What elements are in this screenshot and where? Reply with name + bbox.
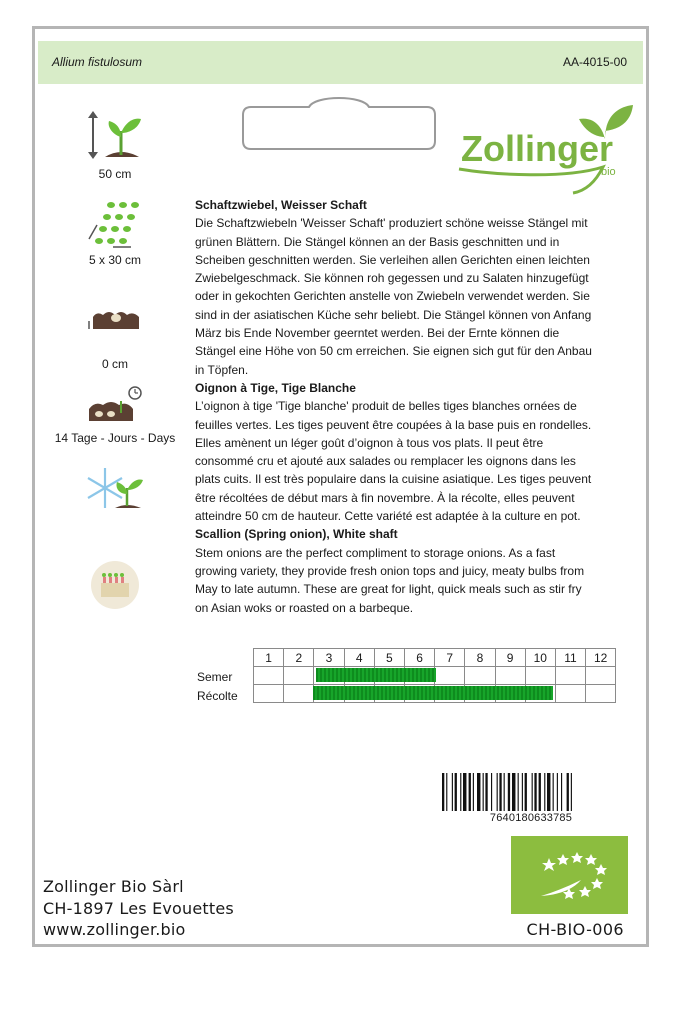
month-5: 5 (374, 649, 404, 667)
sowing-depth-label: 0 cm (101, 357, 128, 371)
height-info (35, 109, 195, 181)
calendar-cell (435, 667, 465, 685)
barcode-number: 7640180633785 (489, 812, 573, 824)
calendar-cell (284, 667, 314, 685)
month-header-row (254, 649, 616, 667)
french-title: Oignon à Tige, Tige Blanche (195, 380, 356, 395)
bio-certification-code: CH-BIO-006 (526, 920, 624, 939)
calendar-cell (254, 667, 284, 685)
company-name: Zollinger Bio Sàrl (43, 877, 184, 896)
eu-leaf-stars-icon (511, 836, 628, 914)
zollinger-bio-logo (455, 99, 635, 199)
month-1: 1 (254, 649, 284, 667)
month-10: 10 (525, 649, 555, 667)
frost-hardy-icon (85, 464, 145, 516)
row-label-harvest: Récolte (197, 689, 238, 703)
calendar-cell (495, 667, 525, 685)
barcode (440, 773, 622, 811)
month-7: 7 (435, 649, 465, 667)
german-text: Die Schaftzwiebeln 'Weisser Schaft' produziert schöne weisse Stängel mit grünen Blättern. Die Stängel können an der Basis geschnitten und in Scheiben geschnitten werden. Sie verleihen allen Gerichten einen leichten Zwiebelgeschmack. Sie können roh gegessen und zu Salaten hinzugefügt oder in gekochten Gerichten anstelle von Zwiebeln verwendet werden. Sie sind in der asiatischen Küche sehr beliebt. Die Stängel können von Anfang März bis Ende November geerntet werden. Bei der Ernte können die Stängel eine Höhe von 50 cm erreichen. Sie eignen sich gut für den Anbau in Töpfen. (195, 216, 592, 377)
french-text: L’oignon à tige 'Tige blanche' produit de belles tiges blanches ornées de feuilles vertes. Les tiges peuvent être coupées à la base puis en rondelles. Elles amènent un léger goût d’oignon à tous vos plats. Il peut être consommé cru et ajouté aux salades ou remplacer les oignons dans les plats cuits. Il est très populaire dans la cuisine asiatique. Les tiges peuvent être récoltées de début mars à fin novembre. À la récolte, elles peuvent atteindre 50 cm de hauteur. Cette variété est adaptée à la culture en pot. (195, 399, 592, 524)
germination-label: 14 Tage - Jours - Days (54, 431, 176, 445)
variety-description (195, 196, 595, 617)
month-4: 4 (344, 649, 374, 667)
month-6: 6 (404, 649, 434, 667)
calendar-cell (525, 667, 555, 685)
header-bar (38, 41, 643, 84)
month-12: 12 (586, 649, 616, 667)
height-label: 50 cm (98, 167, 132, 181)
spacing-icon (85, 199, 145, 249)
english-title: Scallion (Spring onion), White shaft (195, 527, 398, 542)
calendar-row-labels (197, 668, 238, 706)
svg-text:Zollinger: Zollinger (461, 128, 613, 169)
calendar-cell (586, 685, 616, 703)
pot-suitable-icon (85, 559, 145, 611)
svg-text:bio: bio (601, 166, 616, 178)
company-website[interactable]: www.zollinger.bio (43, 920, 186, 939)
calendar-cell (284, 685, 314, 703)
month-3: 3 (314, 649, 344, 667)
calendar-cell (465, 667, 495, 685)
company-address (43, 876, 234, 941)
calendar-cell (254, 685, 284, 703)
frost-hardy-info (35, 464, 195, 516)
calendar-cell (555, 667, 585, 685)
spacing-label: 5 x 30 cm (88, 253, 142, 267)
height-icon (85, 109, 145, 163)
harvest-period-bar (313, 686, 553, 700)
german-title: Schaftzwiebel, Weisser Schaft (195, 198, 367, 212)
calendar-cell (555, 685, 585, 703)
germination-time-icon (85, 381, 145, 425)
month-8: 8 (465, 649, 495, 667)
germination-info (35, 381, 195, 445)
spacing-info (35, 199, 195, 267)
article-code: AA-4015-00 (562, 55, 627, 69)
month-2: 2 (284, 649, 314, 667)
month-9: 9 (495, 649, 525, 667)
hanger-hole-outline (241, 97, 437, 151)
pot-suitable-info (35, 559, 195, 611)
latin-name: Allium fistulosum (52, 55, 143, 69)
sow-period-bar (316, 668, 436, 682)
company-location: CH-1897 Les Evouettes (43, 898, 234, 918)
eu-organic-logo (511, 836, 628, 914)
seed-packet-back (32, 26, 649, 947)
english-text: Stem onions are the perfect compliment to storage onions. As a fast growing variety, they provide fresh onion tops and juicy, meaty bulbs from May to late autumn. These are great for light, quick meals such as stir fry on Asian woks or roasted on a barbeque. (195, 545, 585, 615)
calendar-cell (586, 667, 616, 685)
sowing-depth-icon (85, 297, 145, 337)
month-11: 11 (555, 649, 585, 667)
sowing-depth-info (35, 297, 195, 371)
row-label-sow: Semer (197, 670, 233, 684)
